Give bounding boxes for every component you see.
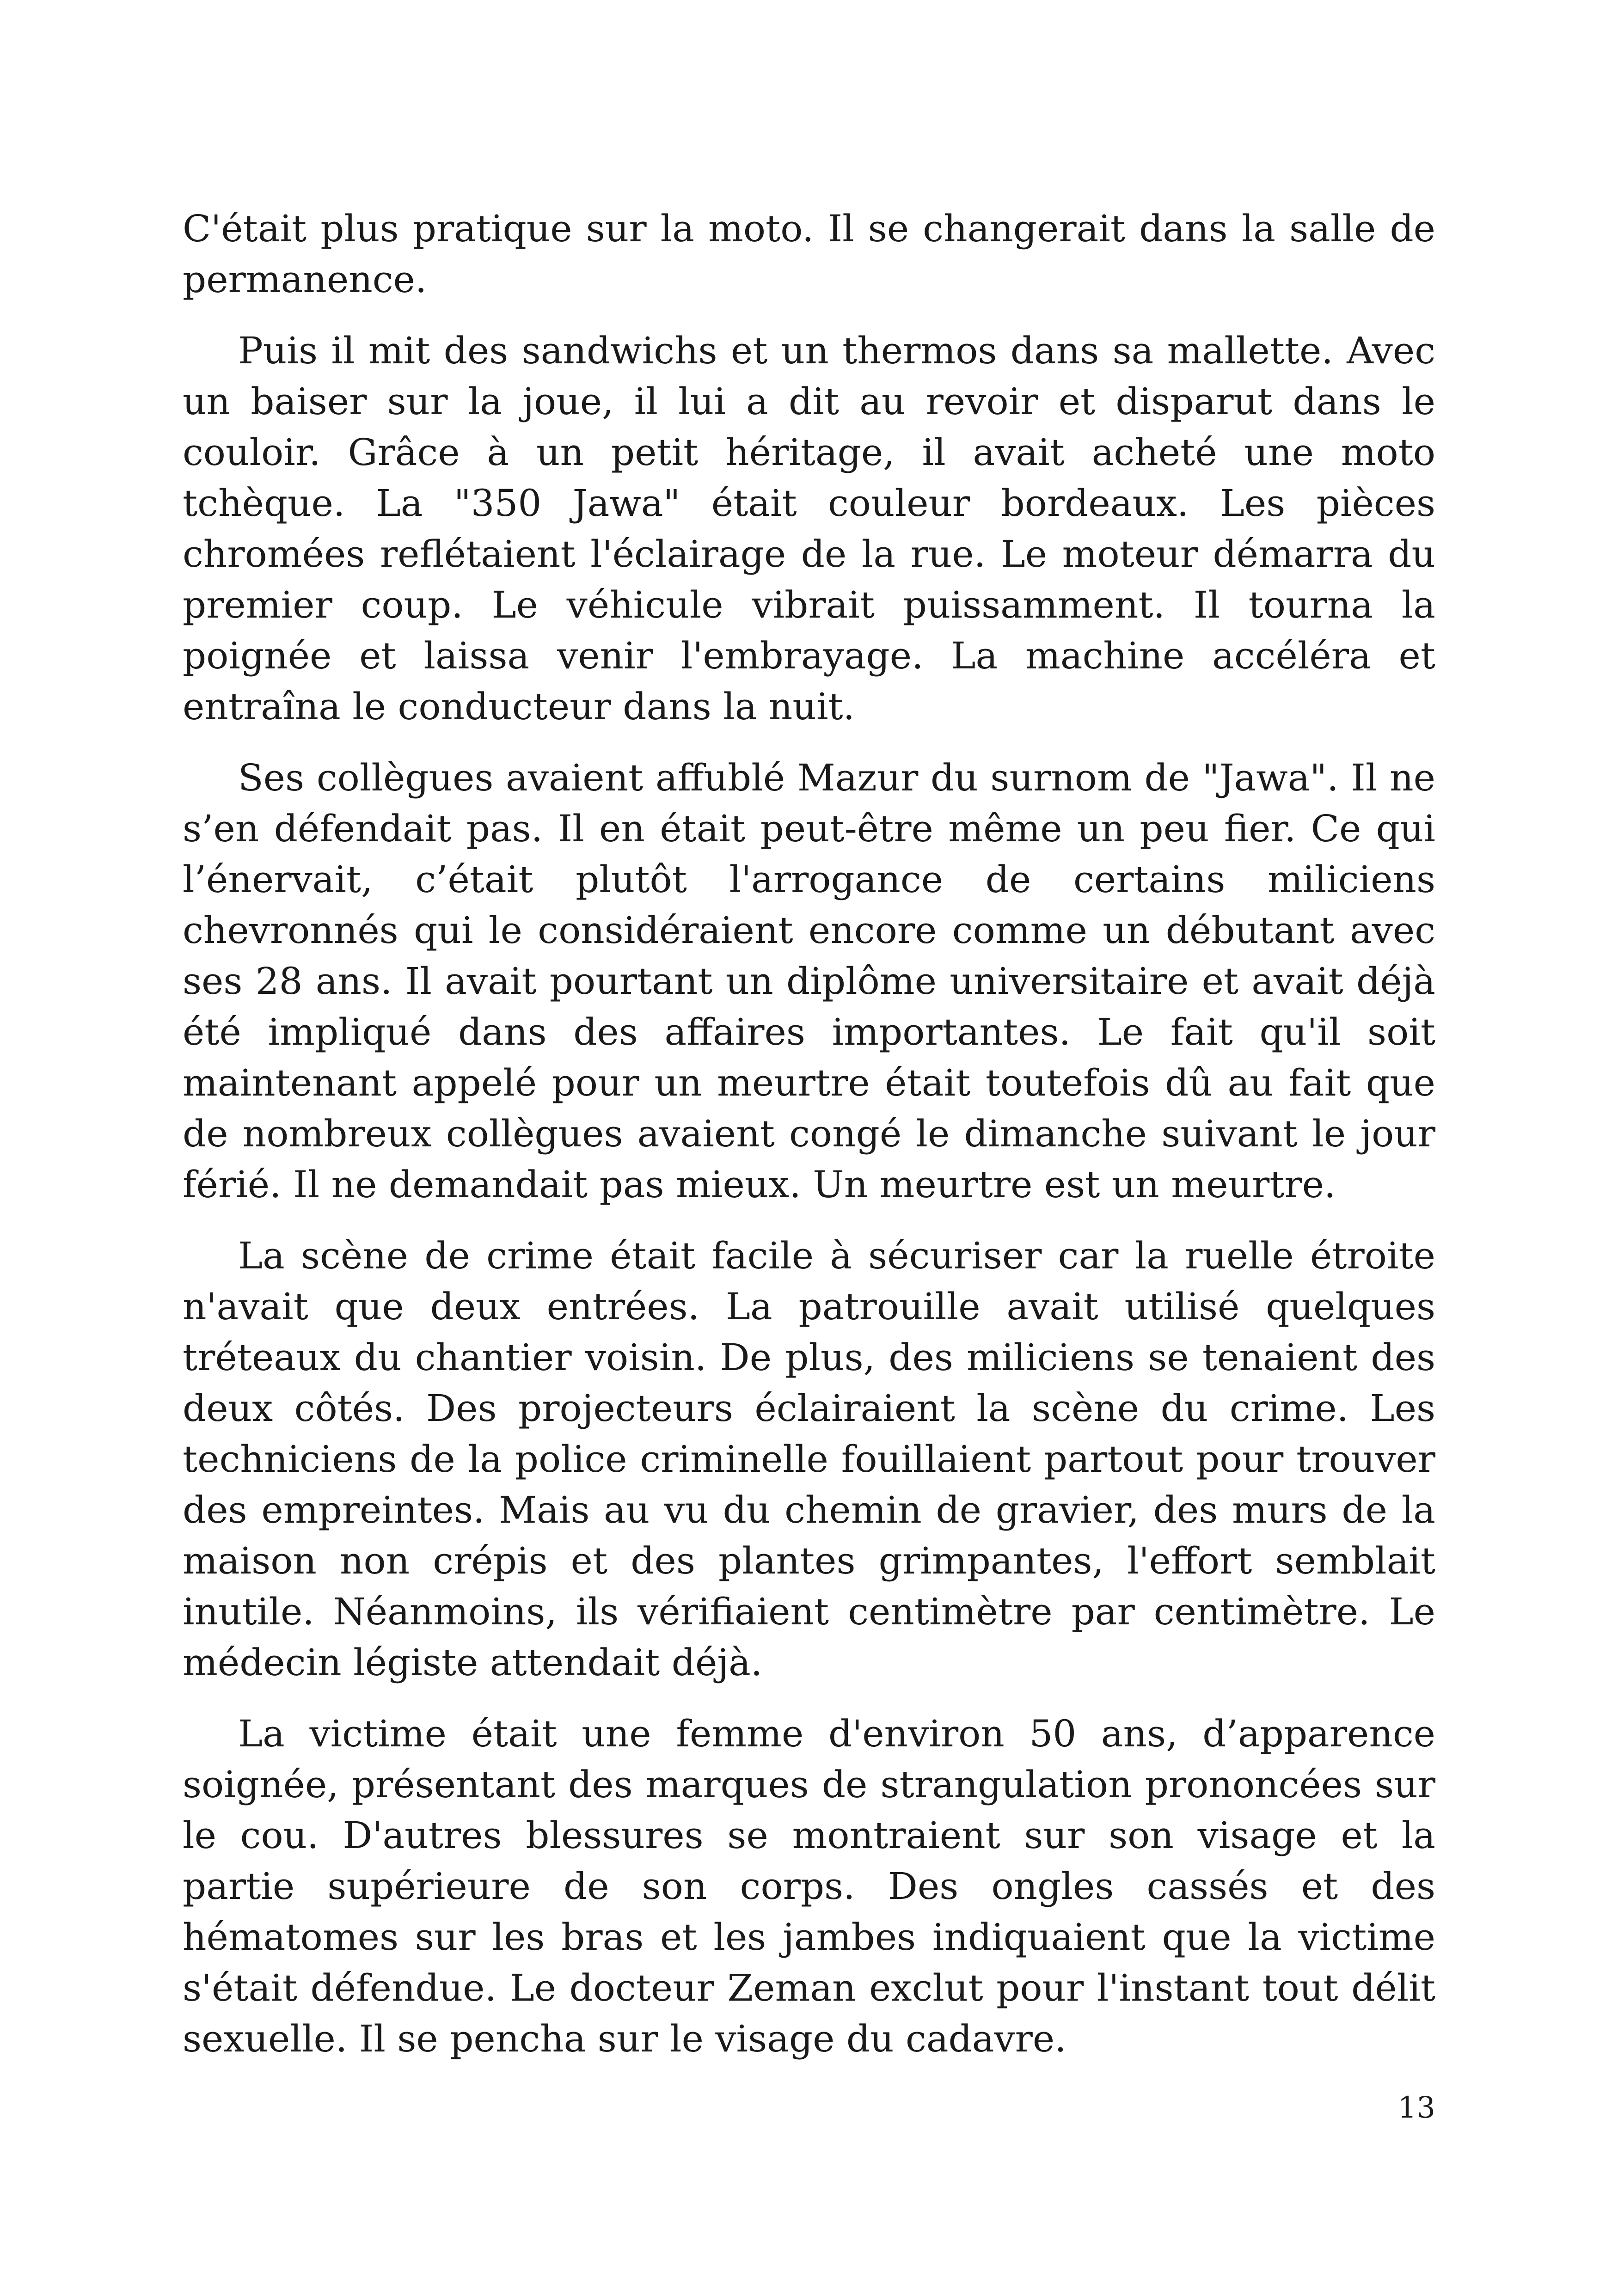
paragraph-1: C'était plus pratique sur la moto. Il se changerait dans la salle de permanence. — [183, 207, 1435, 301]
paragraph-4: La scène de crime était facile à sécuriser car la ruelle étroite n'avait que deux entrées. La patrouille avait utilisé quelques tréteaux du chantier voisin. De plus, des miliciens se tenaient des deux côtés. Des projecteurs éclairaient la scène du crime. Les techniciens de la police criminelle fouillaient partout pour trouver des empreintes. Mais au vu du chemin de gravier, des murs de la maison non crépis et des plantes grimpantes, l'effort semblait inutile. Néanmoins, ils vérifiaient centimètre par centimètre. Le médecin légiste attendait déjà. — [183, 1234, 1435, 1684]
paragraph-5: La victime était une femme d'environ 50 ans, d’apparence soignée, présentant des marques de strangulation prononcées sur le cou. D'autres blessures se montraient sur son visage et la partie supérieure de son corps. Des ongles cassés et des hématomes sur les bras et les jambes indiquaient que la victime s'était défendue. Le docteur Zeman exclut pour l'instant tout délit sexuelle. Il se pencha sur le visage du cadavre. — [183, 1712, 1435, 2060]
paragraph-2: Puis il mit des sandwichs et un thermos dans sa mallette. Avec un baiser sur la joue, il lui a dit au revoir et disparut dans le couloir. Grâce à un petit héritage, il avait acheté une moto tchèque. La "350 Jawa" était couleur bordeaux. Les pièces chromées reflétaient l'éclairage de la rue. Le moteur démarra du premier coup. Le véhicule vibrait puissamment. Il tourna la poignée et laissa venir l'embrayage. La machine accéléra et entraîna le conducteur dans la nuit. — [183, 329, 1435, 728]
page-number: 13 — [1397, 2091, 1435, 2125]
body-text — [183, 203, 1435, 2085]
paragraph-3: Ses collègues avaient affublé Mazur du surnom de "Jawa". Il ne s’en défendait pas. Il en était peut-être même un peu fier. Ce qui l’énervait, c’était plutôt l'arrogance de certains miliciens chevronnés qui le considéraient encore comme un débutant avec ses 28 ans. Il avait pourtant un diplôme universitaire et avait déjà été impliqué dans des affaires importantes. Le fait qu'il soit maintenant appelé pour un meurtre était toutefois dû au fait que de nombreux collègues avaient congé le dimanche suivant le jour férié. Il ne demandait pas mieux. Un meurtre est un meurtre. — [183, 756, 1435, 1206]
